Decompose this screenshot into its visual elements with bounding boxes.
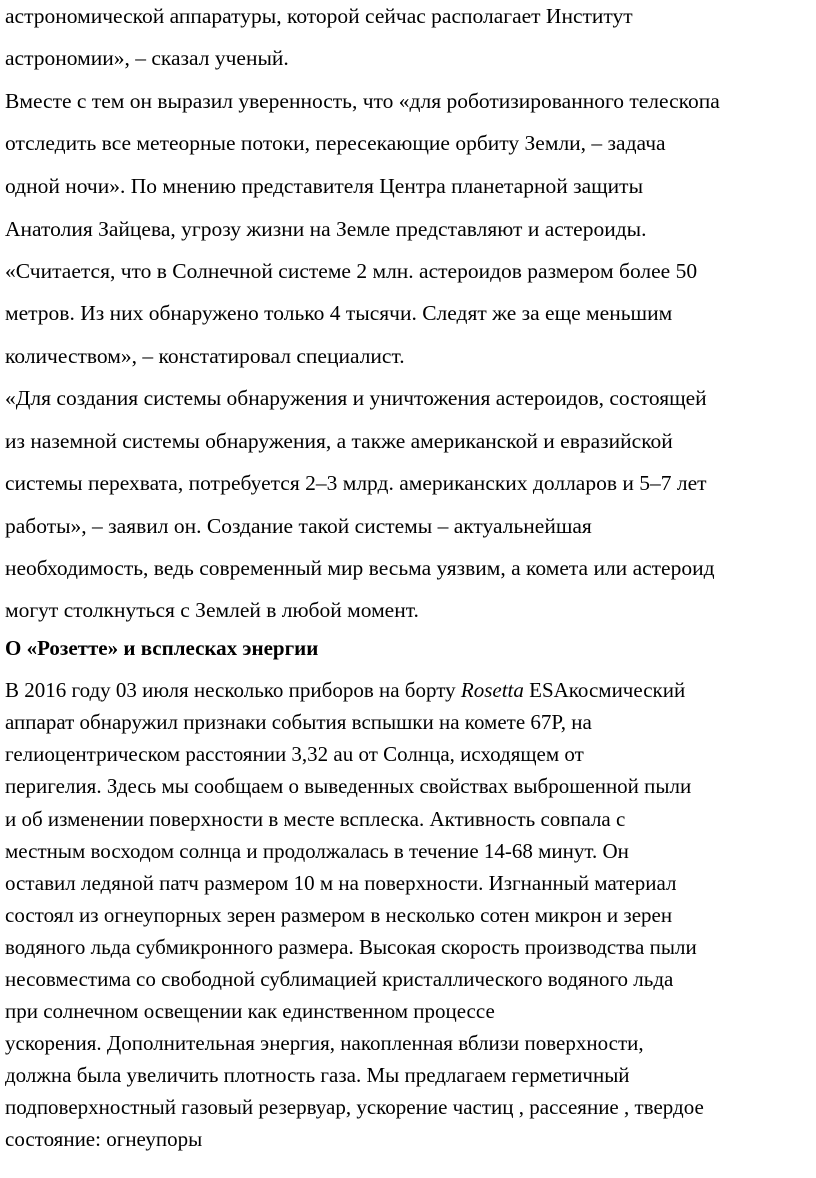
text-line: могут столкнуться с Землей в любой момент. <box>5 598 419 622</box>
text-line: количеством», – констатировал специалист. <box>5 344 405 368</box>
text-line: Вместе с тем он выразил уверенность, что «для роботизированного телескопа <box>5 89 720 113</box>
text-line: состояние: огнеупоры <box>5 1127 203 1151</box>
text-line: и об изменении поверхности в месте всплеска. Активность совпала с <box>5 807 626 831</box>
text-line: работы», – заявил он. Создание такой системы – актуальнейшая <box>5 514 592 538</box>
text-line: оставил ледяной патч размером 10 м на поверхности. Изгнанный материал <box>5 871 677 895</box>
text-line: ускорения. Дополнительная энергия, накопленная вблизи поверхности, <box>5 1031 644 1055</box>
text-line: необходимость, ведь современный мир весьма уязвим, а комета или астероид <box>5 556 715 580</box>
text-line: отследить все метеорные потоки, пересекающие орбиту Земли, – задача <box>5 131 666 155</box>
text-line: «Для создания системы обнаружения и уничтожения астероидов, состоящей <box>5 386 707 410</box>
text-line: водяного льда субмикронного размера. Высокая скорость производства пыли <box>5 935 697 959</box>
text-line: одной ночи». По мнению представителя Центра планетарной защиты <box>5 174 644 198</box>
text-line: аппарат обнаружил признаки события вспышки на комете 67P, на <box>5 710 592 734</box>
text-fragment: В 2016 году 03 июля несколько приборов на борту <box>5 678 461 702</box>
text-line: гелиоцентрическом расстоянии 3,32 au от Солнца, исходящем от <box>5 742 584 766</box>
text-line: астрономической аппаратуры, которой сейчас располагает Институт <box>5 4 633 28</box>
text-line: при солнечном освещении как единственном процессе <box>5 999 495 1023</box>
text-line: состоял из огнеупорных зерен размером в несколько сотен микрон и зерен <box>5 903 673 927</box>
text-line: перигелия. Здесь мы сообщаем о выведенных свойствах выброшенной пыли <box>5 774 692 798</box>
section-heading: О «Розетте» и всплесках энергии <box>5 636 319 660</box>
text-line: «Считается, что в Солнечной системе 2 млн. астероидов размером более 50 <box>5 259 698 283</box>
text-line: должна была увеличить плотность газа. Мы предлагаем герметичный <box>5 1063 630 1087</box>
text-fragment: ESAкосмический <box>523 678 686 702</box>
text-line: системы перехвата, потребуется 2–3 млрд. американских долларов и 5–7 лет <box>5 471 707 495</box>
italic-term: Rosetta <box>460 678 524 702</box>
text-line: астрономии», – сказал ученый. <box>5 46 289 70</box>
text-line: несовместима со свободной сублимацией кристаллического водяного льда <box>5 967 674 991</box>
text-line: метров. Из них обнаружено только 4 тысячи. Следят же за еще меньшим <box>5 301 673 325</box>
text-line: подповерхностный газовый резервуар, ускорение частиц , рассеяние , твердое <box>5 1095 704 1119</box>
text-line: Анатолия Зайцева, угрозу жизни на Земле представляют и астероиды. <box>5 217 647 241</box>
text-line <box>5 677 685 703</box>
text-line: из наземной системы обнаружения, а также американской и евразийской <box>5 429 673 453</box>
text-line: местным восходом солнца и продолжалась в течение 14-68 минут. Он <box>5 839 629 863</box>
